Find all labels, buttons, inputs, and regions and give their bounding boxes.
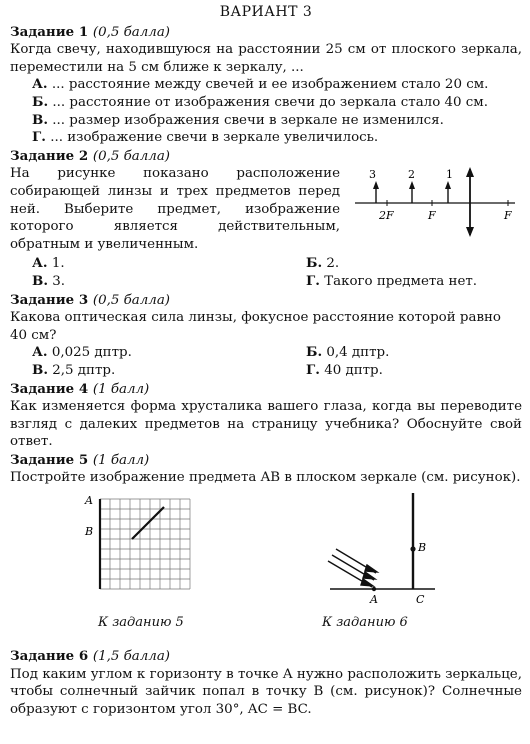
task-6 [10,648,522,718]
task-3-heading: Задание 3 (0,5 балла) [10,291,171,308]
task-6-text: Под каким углом к горизонту в точке A нужно расположить зеркальце, чтобы солнечный зайчик попал в точку B (см. рисунок)? Солнечные образуют с горизонтом угол 30°, AC = BC. [10,666,522,717]
label-f-right: F [504,209,512,223]
task-2-text: На рисунке показано расположение собирающей линзы и трех предметов перед ней. Выберите предмет, изображение которого является действительным, обратным и увеличенным. [10,166,340,252]
caption-task-6: К заданию 6 [322,615,408,631]
task-3-option-c: В. 2,5 дптр. [32,361,116,378]
task-2-option-c: В. 3. [32,272,66,289]
label-a: A [85,495,93,508]
sun-rays [328,549,377,587]
label-b: B [418,541,427,555]
caption-task-5: К заданию 5 [98,615,184,631]
label-a: A [370,593,378,607]
label-f-left: F [428,209,436,223]
label-c: C [416,593,425,607]
task-1 [10,24,522,147]
lens-diagram [350,165,520,255]
task-4-text: Как изменяется форма хрусталика вашего глаза, когда вы переводите взгляд с далеких предметов на страницу учебника? Обоснуйте свой ответ. [10,399,522,450]
task-1-option-d: Г. ... изображение свечи в зеркале увеличилось. [32,129,379,146]
task-3-option-d: Г. 40 дптр. [306,361,383,378]
label-2: 2 [408,168,415,182]
task-2-options-row-2 [10,273,522,291]
task-1-text: Когда свечу, находившуюся на расстоянии 25 см от плоского зеркала, переместили на 5 см ближе к зеркалу, ... [10,42,522,75]
label-3: 3 [369,168,376,182]
task-4 [10,381,522,451]
task-3-options-row-1 [10,344,522,362]
task-1-heading [10,24,522,42]
task-2-option-a: А. 1. [32,255,65,272]
variant-title: ВАРИАНТ 3 [219,4,313,20]
point-b [410,546,415,551]
task-1-option-b: Б. ... расстояние от изображения свечи до зеркала стало 40 см. [32,93,488,110]
task-2-options-row-1 [10,255,522,273]
task-1-option-c: В. ... размер изображения свечи в зеркале не изменился. [32,111,444,128]
task-2-option-d: Г. Такого предмета нет. [306,272,478,289]
task-4-heading: Задание 4 (1 балл) [10,380,150,397]
task-2-option-b: Б. 2. [306,255,340,272]
task-1-points: (0,5 балла) [92,24,171,40]
label-2f: 2F [379,209,394,223]
figures-row [10,487,522,647]
task-1-option-a: А. ... расстояние между свечей и ее изображением стало 20 см. [32,76,489,93]
mirror-grid-figure [80,495,200,595]
worksheet [10,4,522,718]
task-3-text: Какова оптическая сила линзы, фокусное расстояние которой равно 40 см? [10,310,501,343]
task-5 [10,452,522,487]
task-3-option-b: Б. 0,4 дптр. [306,344,390,361]
task-3 [10,292,522,380]
sunbeam-figure [310,489,440,607]
task-5-text: Постройте изображение предмета AB в плоском зеркале (см. рисунок). [10,470,521,486]
object-ab [132,507,164,539]
task-3-option-a: А. 0,025 дптр. [32,344,132,361]
label-b: B [85,525,94,539]
point-a [372,587,376,591]
task-5-heading: Задание 5 (1 балл) [10,451,150,468]
task-2-heading: Задание 2 (0,5 балла) [10,147,171,164]
task-3-options-row-2 [10,362,522,380]
task-2 [10,148,522,291]
task-6-heading: Задание 6 (1,5 балла) [10,648,171,665]
label-1: 1 [446,168,453,182]
task-1-label: Задание 1 [10,23,89,40]
